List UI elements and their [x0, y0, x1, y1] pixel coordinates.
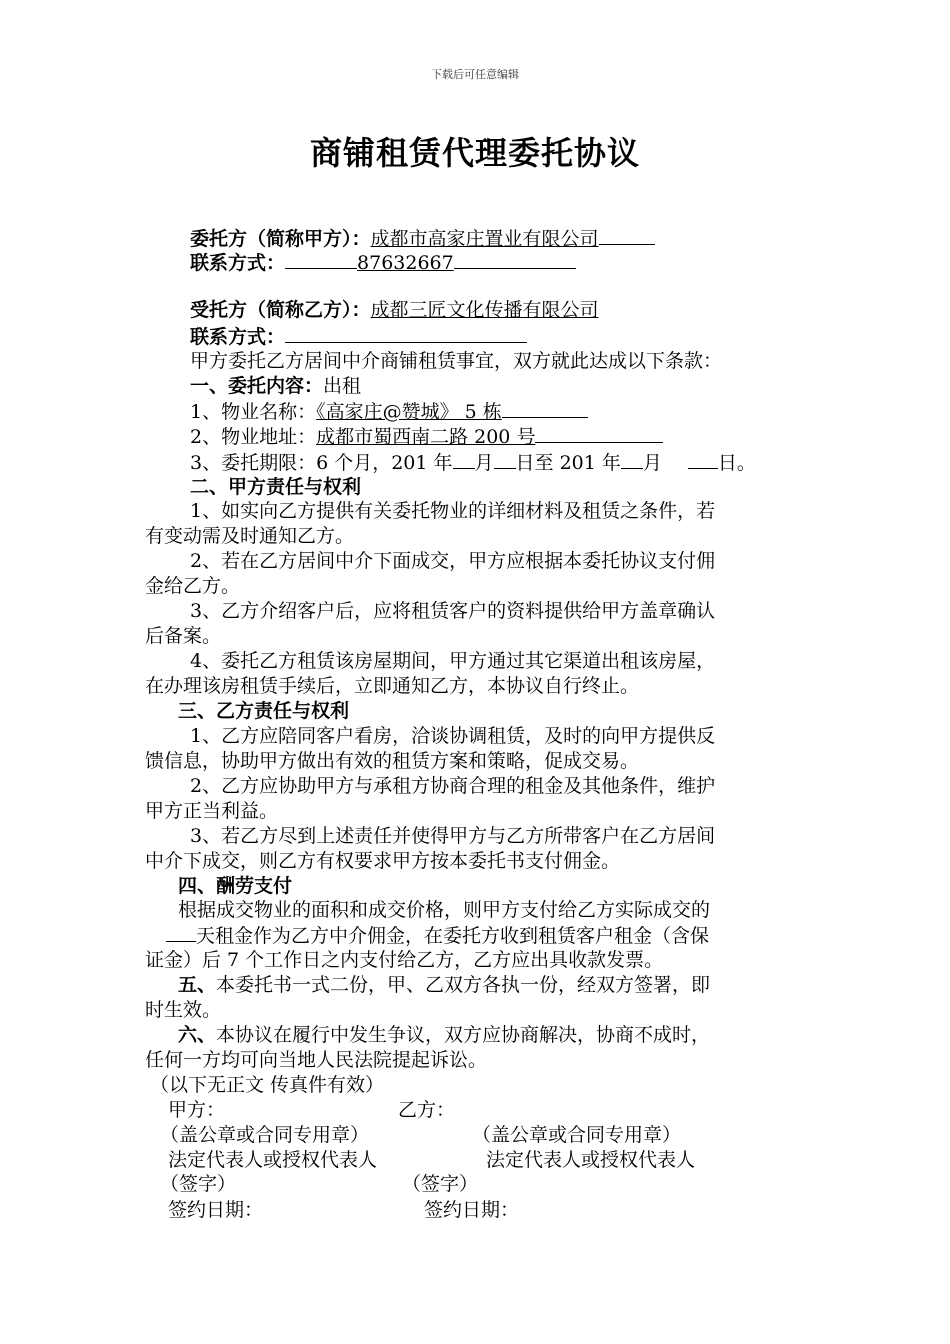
blank-line [285, 324, 527, 343]
blank-line [599, 226, 655, 245]
blank-line [285, 250, 357, 269]
section6-heading: 六、 [178, 1024, 217, 1046]
party-a-rep: 法定代表人或授权代表人 [168, 1149, 378, 1171]
property-name-value: 《高家庄@赞城》 5 栋 [316, 401, 502, 423]
blank-line [502, 399, 588, 418]
blank-line [494, 450, 516, 469]
party-b-label: 受托方（简称乙方）： [190, 299, 371, 321]
party-a-contact: 87632667 [357, 252, 454, 274]
section1-heading: 一、委托内容： [190, 375, 324, 397]
section2-p1-l2: 有变动需及时通知乙方。 [145, 525, 355, 547]
party-b-contact-line [190, 324, 527, 349]
property-address-value: 成都市蜀西南二路 200 号 [316, 426, 536, 448]
entrust-period-line [190, 450, 756, 475]
section1-heading-line [190, 374, 361, 398]
section6-line [178, 1023, 710, 1047]
header-note: 下载后可任意编辑 [431, 68, 519, 81]
party-b-line [190, 298, 599, 322]
party-a-contact-label: 联系方式： [190, 252, 286, 274]
party-b-name: 成都三匠文化传播有限公司 [370, 299, 599, 321]
party-a-contact-line [190, 250, 576, 275]
section3-p3-l1: 3、若乙方尽到上述责任并使得甲方与乙方所带客户在乙方居间 [190, 825, 716, 847]
section3-p1-l2: 馈信息，协助甲方做出有效的租赁方案和策略，促成交易。 [145, 750, 640, 772]
property-address-label: 2、物业地址： [190, 426, 317, 448]
section4-l3: 证金）后 7 个工作日之内支付给乙方，乙方应出具收款发票。 [145, 949, 664, 971]
section5-l2: 时生效。 [145, 999, 222, 1021]
period-part-e: 日。 [717, 452, 756, 474]
party-a-sign-label: 甲方： [168, 1099, 226, 1121]
blank-line [453, 450, 475, 469]
section3-p2-l2: 甲方正当利益。 [145, 800, 279, 822]
property-address-line [190, 424, 663, 449]
party-a-date: 签约日期： [168, 1199, 264, 1221]
intro-text: 甲方委托乙方居间中介商铺租赁事宜，双方就此达成以下条款： [190, 350, 723, 372]
blank-line [454, 250, 576, 269]
section3-heading: 三、乙方责任与权利 [178, 700, 350, 722]
section2-p2-l1: 2、若在乙方居间中介下面成交，甲方应根据本委托协议支付佣 [190, 550, 716, 572]
period-part-c: 日至 201 年 [515, 452, 621, 474]
period-part-a: 3、委托期限：6 个月，201 年 [190, 452, 453, 474]
party-b-seal: （盖公章或合同专用章） [472, 1124, 682, 1146]
section3-p1-l1: 1、乙方应陪同客户看房，洽谈协调租赁，及时的向甲方提供反 [190, 725, 716, 747]
section4-l1: 根据成交物业的面积和成交价格，则甲方支付给乙方实际成交的 [178, 899, 711, 921]
party-a-line [190, 226, 655, 251]
closing-note: （以下无正文 传真件有效） [150, 1074, 385, 1096]
party-a-signature: （签字） [160, 1173, 237, 1195]
property-name-line [190, 399, 588, 424]
party-a-name: 成都市高家庄置业有限公司 [370, 228, 599, 250]
section4-l2: 天租金作为乙方中介佣金，在委托方收到租赁客户租金（含保 [196, 925, 710, 947]
party-b-rep: 法定代表人或授权代表人 [486, 1149, 696, 1171]
section3-p3-l2: 中介下成交，则乙方有权要求甲方按本委托书支付佣金。 [145, 850, 621, 872]
party-a-label: 委托方（简称甲方）： [190, 228, 371, 250]
party-b-date: 签约日期： [424, 1199, 520, 1221]
section2-p4-l2: 在办理该房租赁手续后，立即通知乙方，本协议自行终止。 [145, 675, 640, 697]
section1-heading-value: 出租 [323, 375, 362, 397]
section2-heading: 二、甲方责任与权利 [190, 476, 362, 498]
section2-p4-l1: 4、委托乙方租赁该房屋期间，甲方通过其它渠道出租该房屋， [190, 650, 716, 672]
section2-p3-l2: 后备案。 [145, 625, 222, 647]
section5-l1: 本委托书一式二份，甲、乙双方各执一份，经双方签署，即 [216, 974, 711, 996]
period-part-d: 月 [642, 452, 662, 474]
section5-line [178, 973, 710, 997]
party-b-sign-label: 乙方： [398, 1099, 456, 1121]
blank-line [535, 424, 663, 443]
period-part-b: 月 [474, 452, 494, 474]
property-name-label: 1、物业名称： [190, 401, 317, 423]
page-title: 商铺租赁代理委托协议 [309, 134, 640, 172]
section3-p2-l1: 2、乙方应协助甲方与承租方协商合理的租金及其他条件，维护 [190, 775, 716, 797]
party-b-contact-label: 联系方式： [190, 326, 286, 348]
section4-l2-line [166, 923, 709, 948]
section2-p3-l1: 3、乙方介绍客户后，应将租赁客户的资料提供给甲方盖章确认 [190, 600, 716, 622]
section2-p1-l1: 1、如实向乙方提供有关委托物业的详细材料及租赁之条件，若 [190, 500, 716, 522]
section2-p2-l2: 金给乙方。 [145, 575, 241, 597]
blank-line [621, 450, 643, 469]
section6-l1: 本协议在履行中发生争议，双方应协商解决，协商不成时， [216, 1024, 711, 1046]
blank-line [688, 450, 718, 469]
section6-l2: 任何一方均可向当地人民法院提起诉讼。 [145, 1049, 488, 1071]
blank-line [166, 923, 196, 942]
party-a-seal: （盖公章或合同专用章） [160, 1124, 370, 1146]
party-b-signature: （签字） [402, 1173, 479, 1195]
section5-heading: 五、 [178, 974, 217, 996]
section4-heading: 四、酬劳支付 [178, 875, 293, 897]
